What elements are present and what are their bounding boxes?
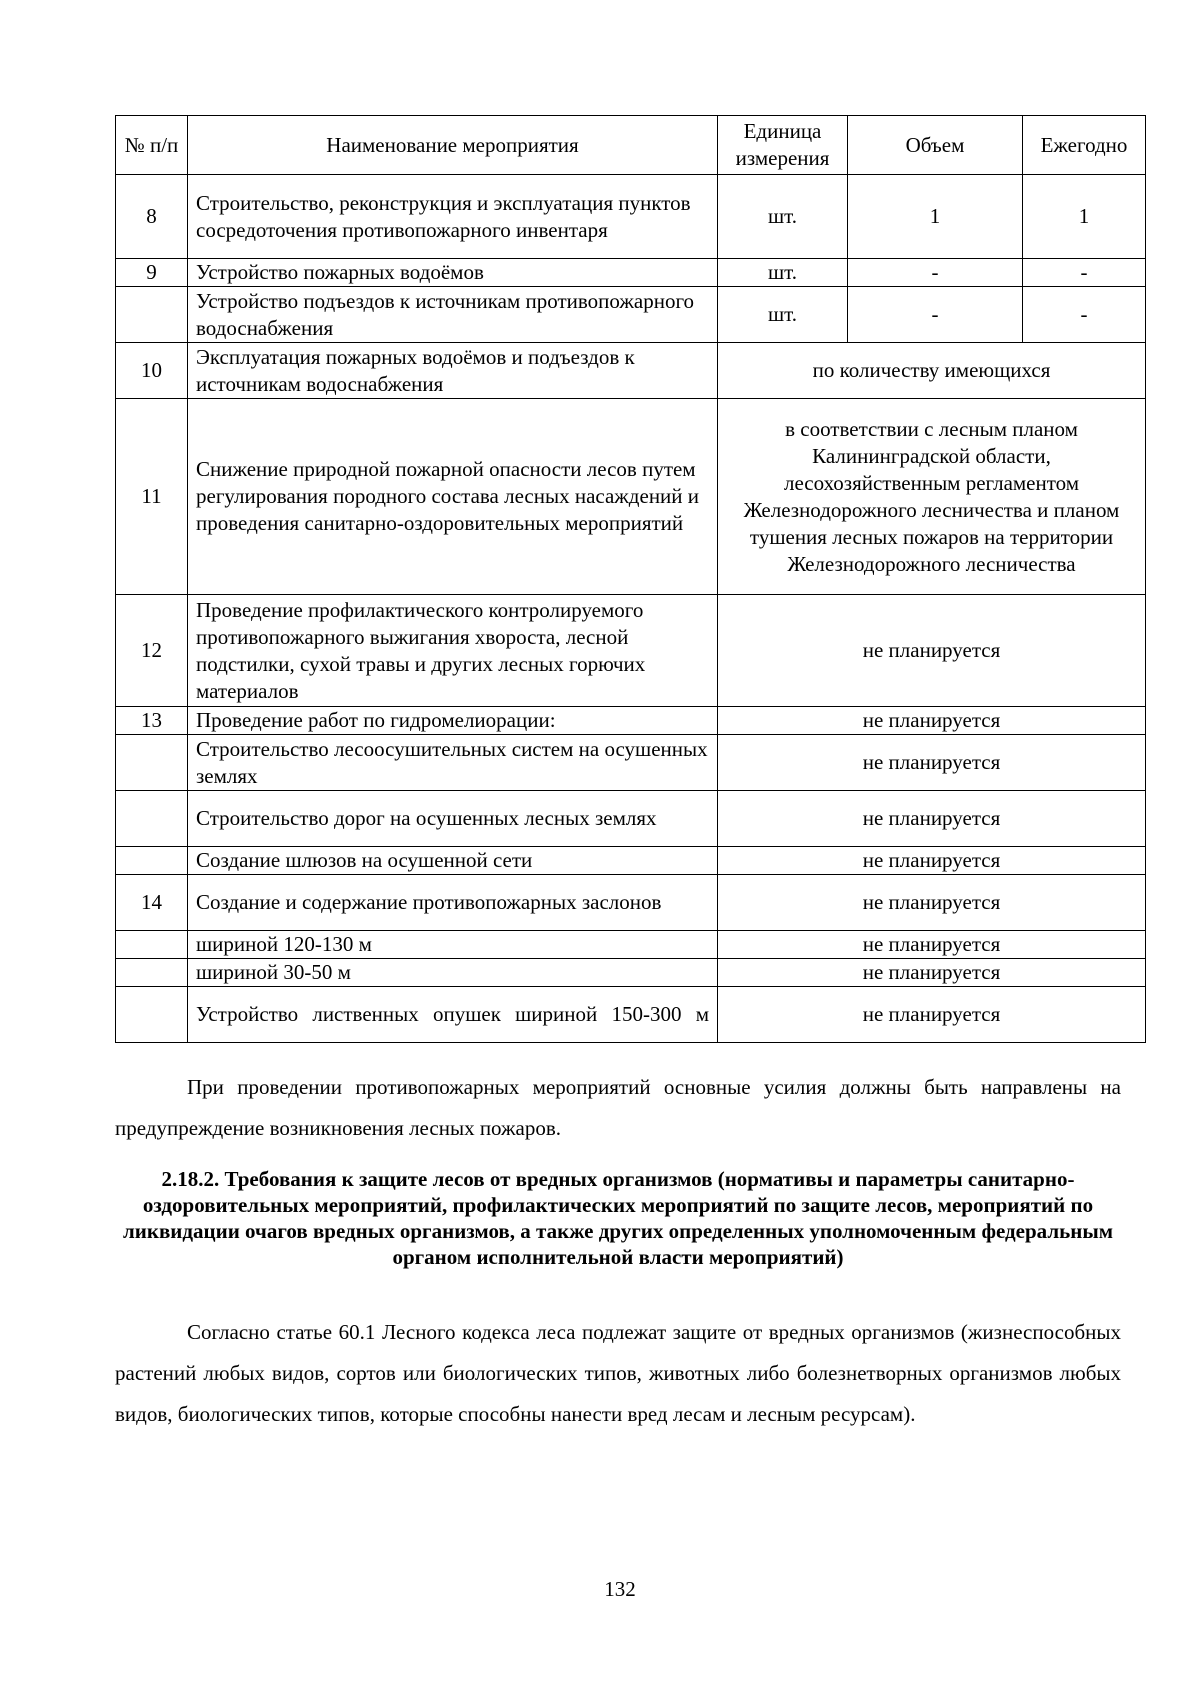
row-merged-value: не планируется <box>718 735 1146 791</box>
row-merged-value: в соответствии с лесным планом Калининградской области, лесохозяйственным регламентом Железнодорожного лесничества и планом тушения лесных пожаров на территории Железнодорожного лесничества <box>718 399 1146 595</box>
row-merged-value: не планируется <box>718 987 1146 1043</box>
row-annual: - <box>1023 287 1146 343</box>
row-name: Устройство лиственных опушек шириной 150-300 м <box>188 987 718 1043</box>
row-annual: 1 <box>1023 175 1146 259</box>
row-number <box>116 287 188 343</box>
table-row <box>116 931 1146 959</box>
row-merged-value: не планируется <box>718 707 1146 735</box>
table-header-row <box>116 116 1146 175</box>
row-number: 14 <box>116 875 188 931</box>
row-name: Устройство подъездов к источникам противопожарного водоснабжения <box>188 287 718 343</box>
header-volume: Объем <box>848 116 1023 175</box>
row-name: Проведение работ по гидромелиорации: <box>188 707 718 735</box>
table-row <box>116 735 1146 791</box>
row-name: Устройство пожарных водоёмов <box>188 259 718 287</box>
header-unit: Единица измерения <box>718 116 848 175</box>
row-name: Эксплуатация пожарных водоёмов и подъездов к источникам водоснабжения <box>188 343 718 399</box>
section-heading: 2.18.2. Требования к защите лесов от вредных организмов (нормативы и параметры санитарно-оздоровительных мероприятий, профилактических мероприятий по защите лесов, мероприятий по ликвидации очагов вредных организмов, а также других определенных уполномоченным федеральным органом исполнительной власти мероприятий) <box>122 1167 1114 1269</box>
row-merged-value: не планируется <box>718 931 1146 959</box>
row-number <box>116 847 188 875</box>
paragraph-forest-protection: Согласно статье 60.1 Лесного кодекса леса подлежат защите от вредных организмов (жизнеспособных растений любых видов, сортов или биологических типов, животных либо болезнетворных организмов любых видов, биологических типов, которые способны нанести вред лесам и лесным ресурсам). <box>115 1320 1121 1426</box>
table-row <box>116 707 1146 735</box>
table-row <box>116 399 1146 595</box>
page-number: 132 <box>604 1577 636 1601</box>
header-name: Наименование мероприятия <box>188 116 718 175</box>
row-volume: - <box>848 259 1023 287</box>
row-name: Создание шлюзов на осушенной сети <box>188 847 718 875</box>
measures-table <box>115 115 1146 1043</box>
row-number: 8 <box>116 175 188 259</box>
table-row <box>116 175 1146 259</box>
table-row <box>116 875 1146 931</box>
row-name: Проведение профилактического контролируемого противопожарного выжигания хвороста, лесной подстилки, сухой травы и других лесных горючих материалов <box>188 595 718 707</box>
table-row <box>116 791 1146 847</box>
row-number: 12 <box>116 595 188 707</box>
header-annual: Ежегодно <box>1023 116 1146 175</box>
table-row <box>116 987 1146 1043</box>
row-number <box>116 987 188 1043</box>
table-row <box>116 595 1146 707</box>
row-name: Строительство, реконструкция и эксплуатация пунктов сосредоточения противопожарного инвентаря <box>188 175 718 259</box>
row-number: 13 <box>116 707 188 735</box>
row-volume: - <box>848 287 1023 343</box>
row-annual: - <box>1023 259 1146 287</box>
table-row <box>116 959 1146 987</box>
row-merged-value: не планируется <box>718 875 1146 931</box>
measures-table-wrapper <box>115 115 1145 1043</box>
row-name: Снижение природной пожарной опасности лесов путем регулирования породного состава лесных насаждений и проведения санитарно-оздоровительных мероприятий <box>188 399 718 595</box>
row-volume: 1 <box>848 175 1023 259</box>
row-number <box>116 791 188 847</box>
row-unit: шт. <box>718 287 848 343</box>
table-row <box>116 343 1146 399</box>
paragraph-fire-prevention: При проведении противопожарных мероприятий основные усилия должны быть направлены на предупреждение возникновения лесных пожаров. <box>115 1075 1121 1140</box>
row-merged-value: не планируется <box>718 595 1146 707</box>
row-number <box>116 931 188 959</box>
header-number: № п/п <box>116 116 188 175</box>
row-number <box>116 735 188 791</box>
row-name: шириной 120-130 м <box>188 931 718 959</box>
row-name: шириной 30-50 м <box>188 959 718 987</box>
row-merged-value: не планируется <box>718 791 1146 847</box>
row-name: Строительство дорог на осушенных лесных землях <box>188 791 718 847</box>
row-number: 11 <box>116 399 188 595</box>
row-merged-value: не планируется <box>718 847 1146 875</box>
row-number <box>116 959 188 987</box>
table-row <box>116 287 1146 343</box>
row-number: 9 <box>116 259 188 287</box>
row-name: Создание и содержание противопожарных заслонов <box>188 875 718 931</box>
table-row <box>116 259 1146 287</box>
row-unit: шт. <box>718 175 848 259</box>
row-number: 10 <box>116 343 188 399</box>
row-merged-value: не планируется <box>718 959 1146 987</box>
row-unit: шт. <box>718 259 848 287</box>
row-merged-value: по количеству имеющихся <box>718 343 1146 399</box>
row-name: Строительство лесоосушительных систем на осушенных землях <box>188 735 718 791</box>
table-row <box>116 847 1146 875</box>
